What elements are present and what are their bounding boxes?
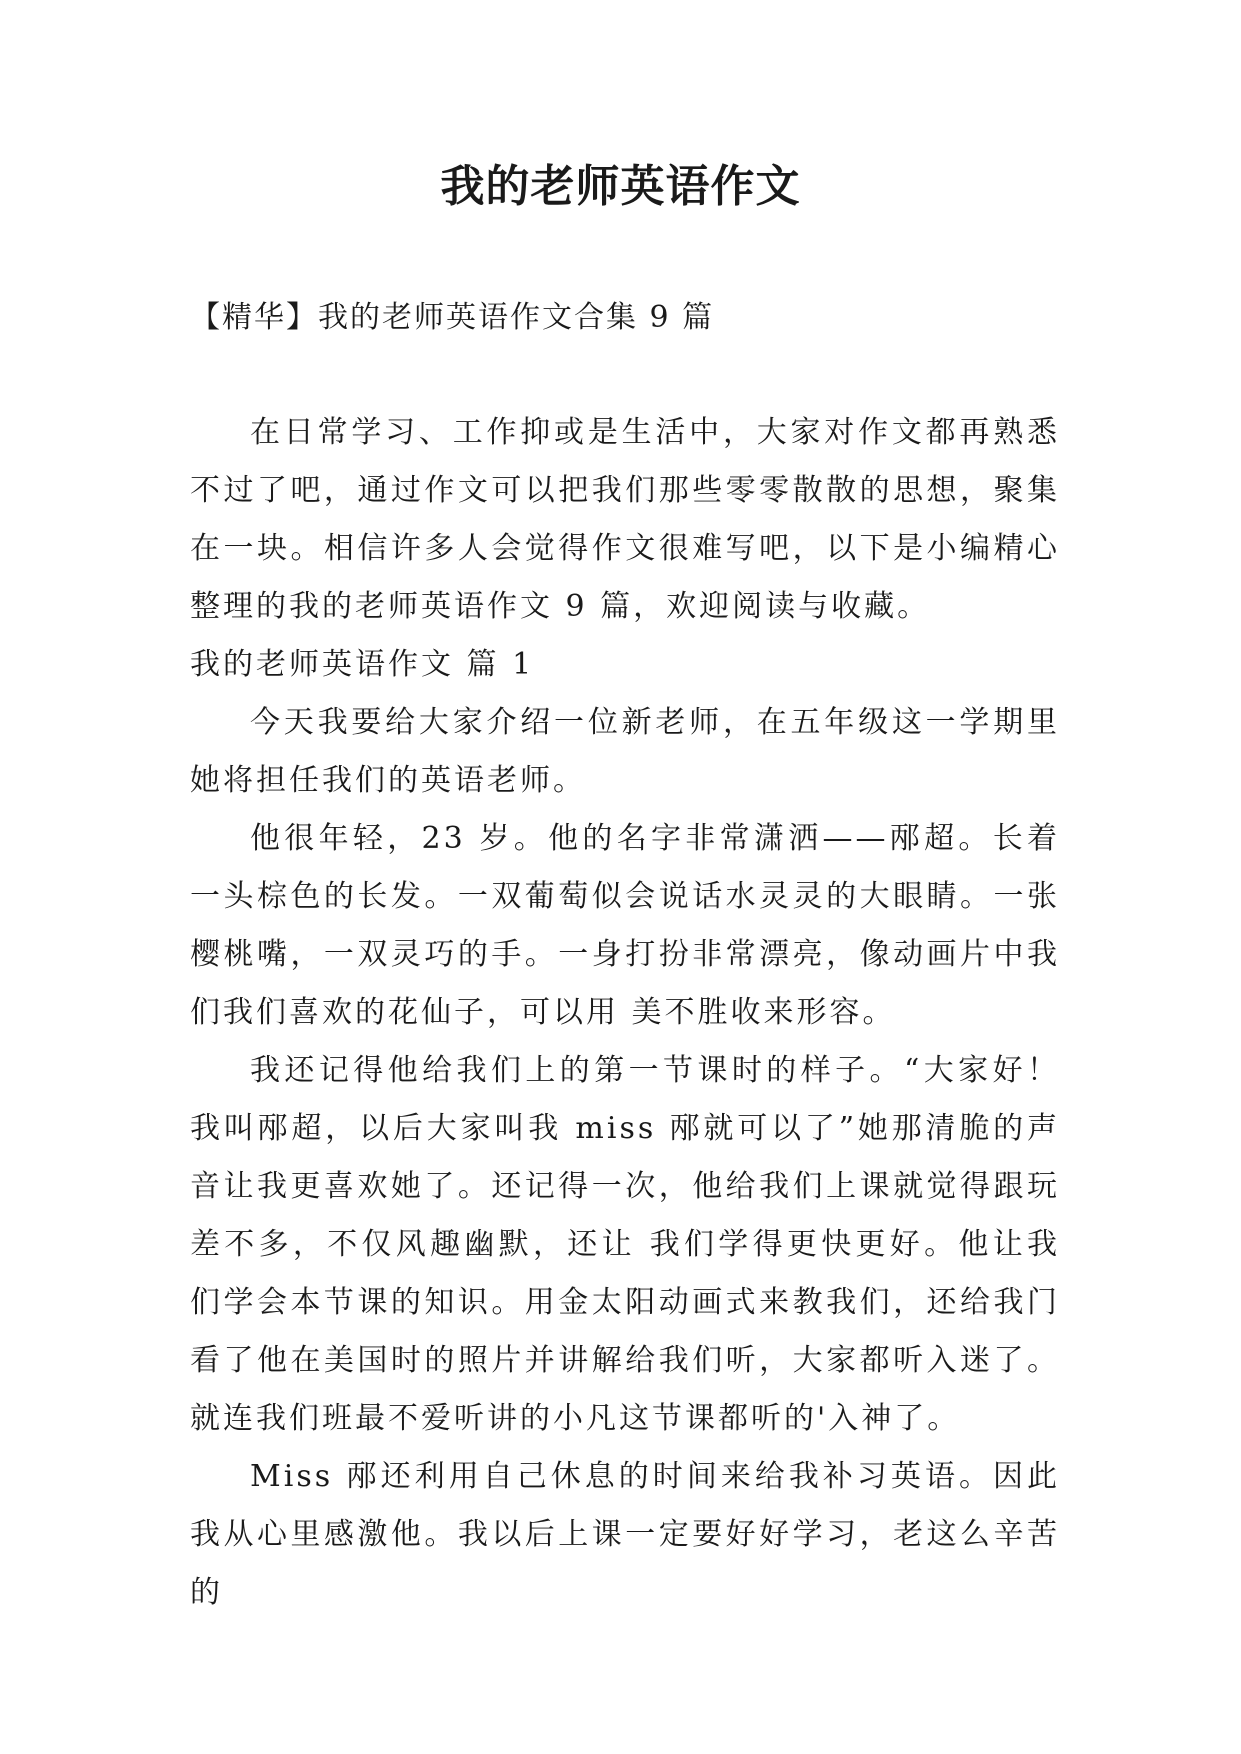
document-subtitle: 【精华】我的老师英语作文合集 9 篇 [190, 300, 715, 335]
document-body [190, 404, 1060, 1622]
body-paragraph-2: 他很年轻，23 岁。他的名字非常潇洒——邴超。长着一头棕色的长发。一双葡萄似会说话水灵灵的大眼睛。一张樱桃嘴，一双灵巧的手。一身打扮非常漂亮，像动画片中我们我们喜欢的花仙子，可以用 美不胜收来形容。 [190, 821, 1060, 1030]
body-paragraph-1: 今天我要给大家介绍一位新老师，在五年级这一学期里她将担任我们的英语老师。 [190, 705, 1060, 798]
section-heading: 我的老师英语作文 篇 1 [190, 647, 535, 682]
body-paragraph-4: Miss 邴还利用自己休息的时间来给我补习英语。因此我从心里感激他。我以后上课一定要好好学习，老这么辛苦的 [190, 1459, 1060, 1610]
body-paragraph-3: 我还记得他给我们上的第一节课时的样子。“大家好！我叫邴超，以后大家叫我 miss 邴就可以了”她那清脆的声音让我更喜欢她了。还记得一次，他给我们上课就觉得跟玩差不多，不仅风趣幽默，还让 我们学得更快更好。他让我们学会本节课的知识。用金太阳动画式来教我们，还给我门看了他在美国时的照片并讲解给我们听，大家都听入迷了。就连我们班最不爱听讲的小凡这节课都听的'入神了。 [190, 1053, 1060, 1436]
document-title: 我的老师英语作文 [440, 161, 801, 212]
intro-paragraph: 在日常学习、工作抑或是生活中，大家对作文都再熟悉不过了吧，通过作文可以把我们那些零零散散的思想，聚集在一块。相信许多人会觉得作文很难写吧，以下是小编精心整理的我的老师英语作文 9 篇，欢迎阅读与收藏。 [190, 415, 1060, 624]
